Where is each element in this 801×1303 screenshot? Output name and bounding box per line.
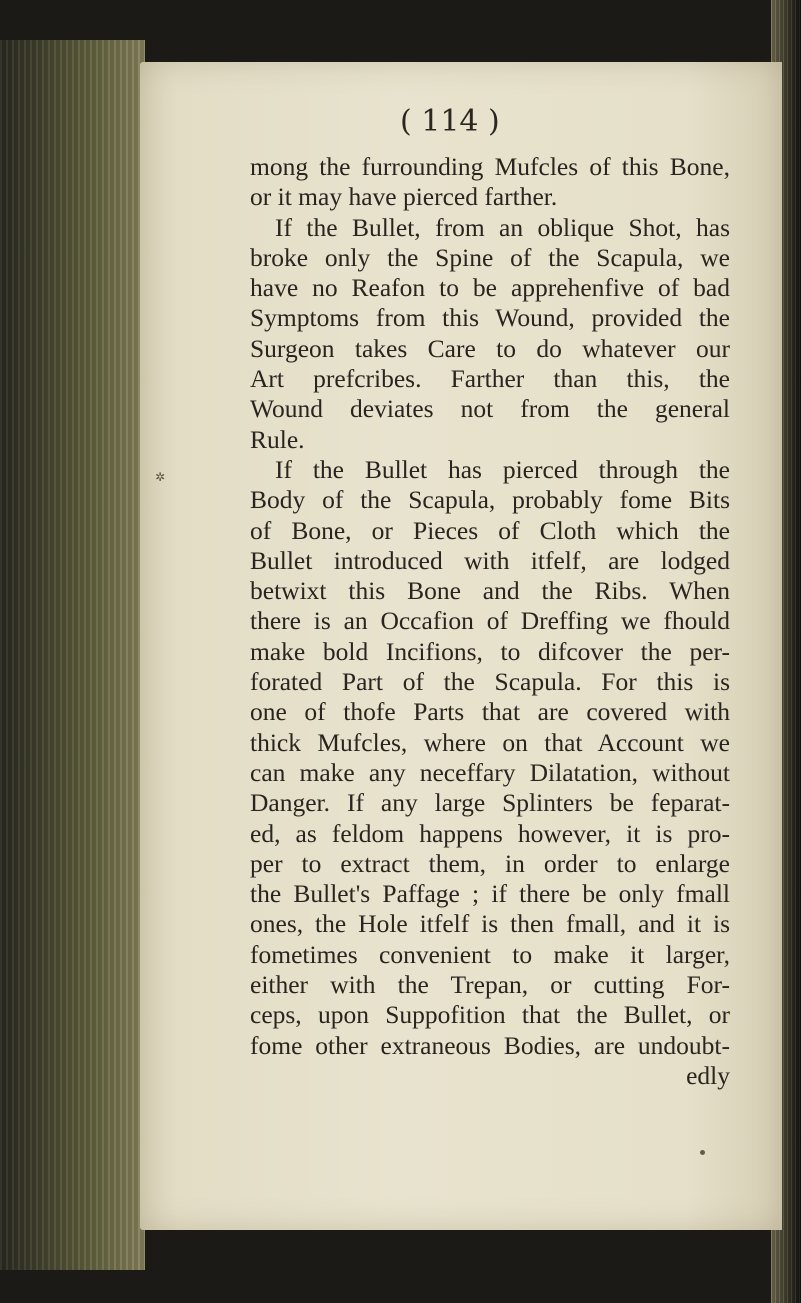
text-line: per to extract them, in order to enlarge	[250, 848, 730, 878]
text-line: there is an Occafion of Dreffing we fhould	[250, 606, 730, 636]
text-line: If the Bullet, from an oblique Shot, has	[275, 212, 730, 242]
text-line: Danger. If any large Splinters be feparat-	[250, 788, 730, 818]
left-binding-edge	[0, 40, 145, 1270]
text-line: Surgeon takes Care to do whatever our	[250, 333, 730, 363]
text-line: mong the furrounding Mufcles of this Bone,	[250, 152, 730, 181]
text-line: forated Part of the Scapula. For this is	[250, 667, 730, 697]
text-line: ed, as feldom happens however, it is pro-	[250, 818, 730, 848]
text-line: fome other extraneous Bodies, are undoubt-	[250, 1030, 730, 1060]
text-line: fometimes convenient to make it larger,	[250, 939, 730, 969]
text-line: Rule.	[250, 424, 305, 454]
text-line: Body of the Scapula, probably fome Bits	[250, 485, 730, 515]
text-line: can make any neceffary Dilatation, without	[250, 757, 730, 787]
text-line: make bold Incifions, to difcover the per-	[250, 636, 730, 666]
text-line: of Bone, or Pieces of Cloth which the	[250, 515, 730, 545]
text-line: If the Bullet has pierced through the	[275, 454, 730, 484]
text-line: either with the Trepan, or cutting For-	[250, 970, 730, 1000]
text-line: Bullet introduced with itfelf, are lodged	[250, 545, 730, 575]
text-line: ceps, upon Suppofition that the Bullet, or	[250, 1000, 730, 1030]
text-line: ones, the Hole itfelf is then fmall, and it is	[250, 909, 730, 939]
text-line: broke only the Spine of the Scapula, we	[250, 242, 730, 272]
text-line: Symptoms from this Wound, provided the	[250, 303, 730, 333]
ink-spot-icon	[700, 1150, 705, 1155]
text-line: Art prefcribes. Farther than this, the	[250, 364, 730, 394]
ink-blot-icon: ✲	[155, 470, 166, 484]
page-body-text	[250, 152, 730, 1091]
text-line: or it may have pierced farther.	[250, 182, 558, 212]
text-line: thick Mufcles, where on that Account we	[250, 727, 730, 757]
text-line: the Bullet's Paffage ; if there be only fmall	[250, 879, 730, 909]
text-line: Wound deviates not from the general	[250, 394, 730, 424]
page-number-header: ( 114 )	[400, 104, 500, 139]
text-line: edly	[686, 1060, 730, 1090]
text-line: betwixt this Bone and the Ribs. When	[250, 576, 730, 606]
text-line: one of thofe Parts that are covered with	[250, 697, 730, 727]
text-line: have no Reafon to be apprehenfive of bad	[250, 273, 730, 303]
